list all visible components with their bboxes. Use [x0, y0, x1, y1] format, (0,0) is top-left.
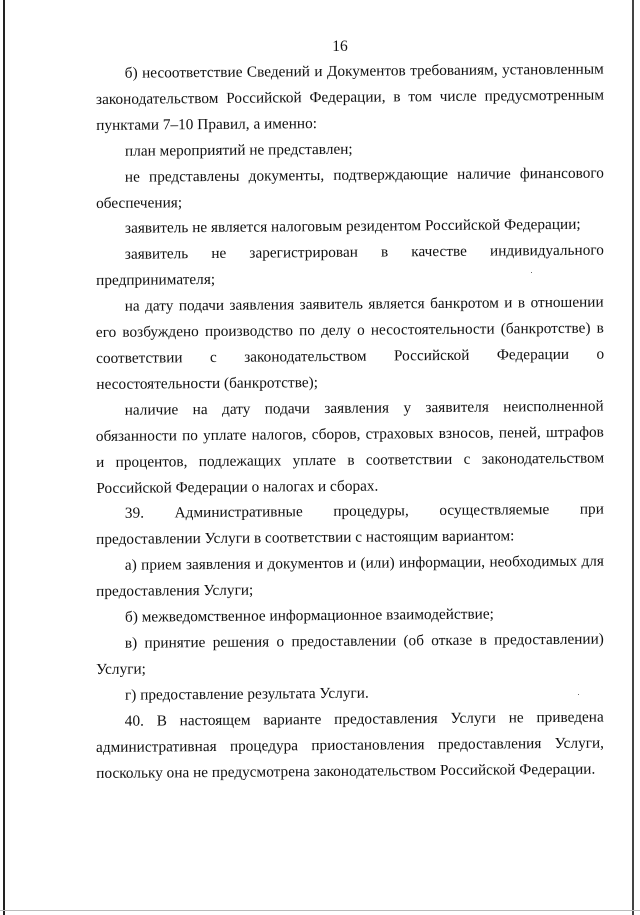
paragraph-bankruptcy: на дату подачи заявления заявитель является банкротом и в отношении его возбуждено производство по делу о несостоятельности (банкротстве) в соответствии с законодательством Российской Федерации о несостоятельности (банкротстве); [95, 293, 605, 393]
paragraph-b-nonconformity: б) несоответствие Сведений и Документов требованиям, установленным законодательством Российской Федерации, в том числе предусмотренным пунктами 7–10 Правил, а именно: [95, 60, 605, 134]
scan-right-edge [632, 0, 634, 915]
document-body [96, 61, 604, 786]
paragraph-39-g: г) предоставление результата Услуги. [124, 684, 369, 704]
page-number: 16 [332, 38, 348, 55]
scan-left-edge [3, 0, 5, 915]
paragraph-tax-resident: заявитель не является налоговым резидентом Российской Федерации; [124, 216, 581, 238]
scan-speck [578, 694, 579, 695]
paragraph-39-procedures: 39. Административные процедуры, осуществляемые при предоставлении Услуги в соответствии с настоящим вариантом: [96, 500, 604, 549]
scan-speck [531, 272, 532, 273]
paragraph-39-b: б) межведомственное информационное взаимодействие; [124, 605, 494, 626]
paragraph-entrepreneur: заявитель не зарегистрирован в качестве индивидуального предпринимателя; [96, 241, 604, 290]
paragraph-financial-docs: не представлены документы, подтверждающие наличие финансового обеспечения; [96, 164, 604, 212]
paragraph-40: 40. В настоящем варианте предоставления Услуги не приведена административная процедура приостановления предоставления Услуги, поскольку она не предусмотрена законодательством Российской Федерации. [95, 708, 605, 782]
paragraph-tax-debt: наличие на дату подачи заявления у заявителя неисполненной обязанности по уплате налогов, сборов, страховых взносов, пеней, штрафов и процентов, подлежащих уплате в соответствии с законодательством Российской Федерации о налогах и сборах. [95, 397, 605, 497]
paragraph-39-v: в) принятие решения о предоставлении (об отказе в предоставлении) Услуги; [96, 630, 604, 678]
paragraph-39-a: а) прием заявления и документов и (или) информации, необходимых для предоставления Услуги; [96, 552, 604, 601]
scan-bottom-edge [0, 910, 640, 911]
paragraph-plan-missing: план мероприятий не представлен; [124, 140, 353, 160]
